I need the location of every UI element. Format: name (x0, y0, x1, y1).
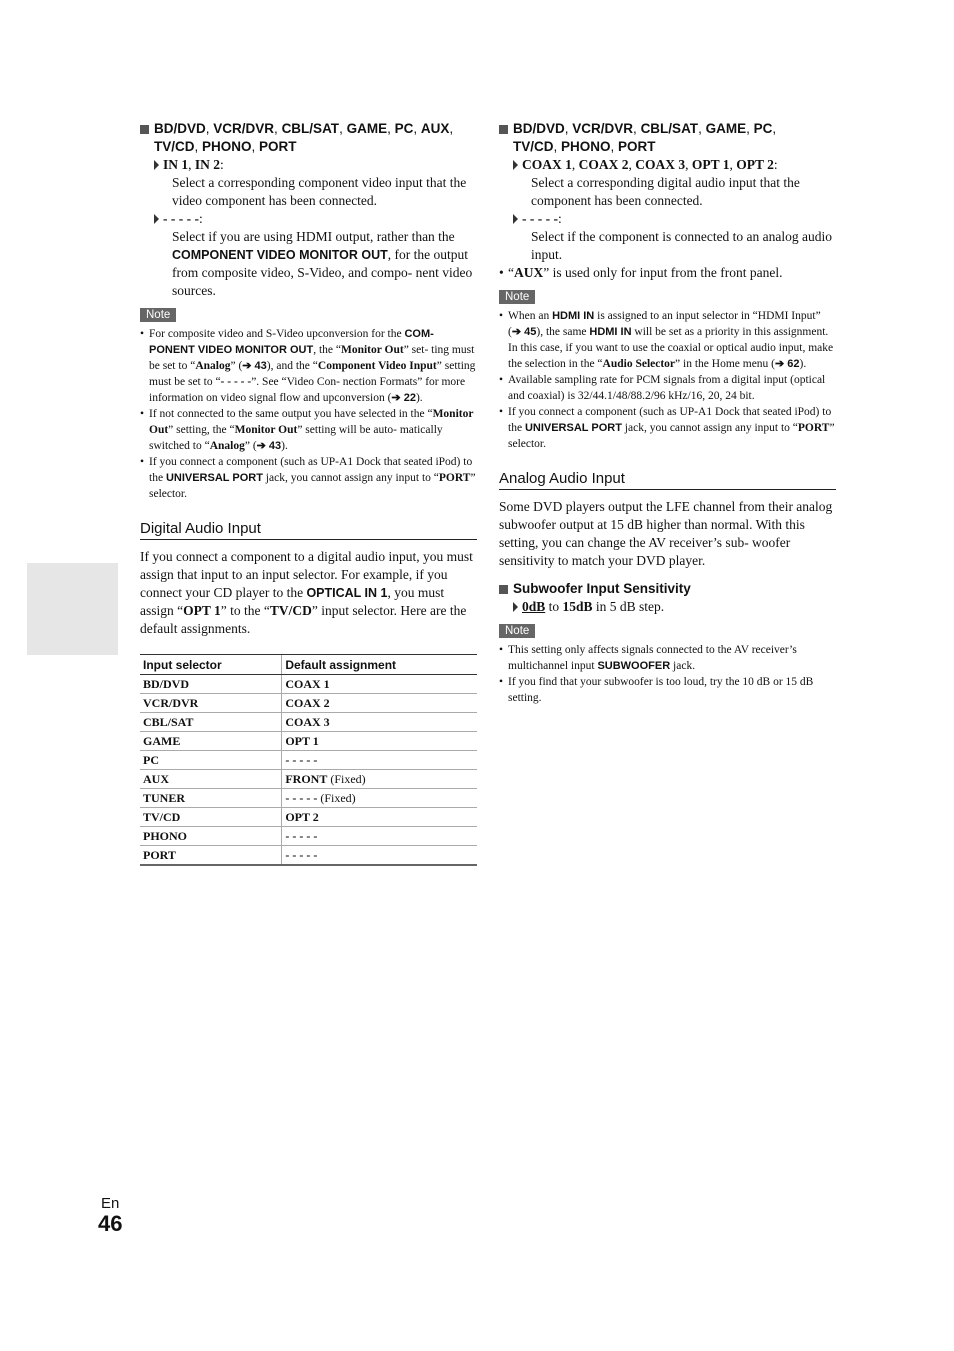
table-row (140, 713, 477, 732)
cell-selector: GAME (140, 732, 282, 751)
column-header: Default assignment (282, 655, 477, 675)
option-coax-opt-description: Select a corresponding digital audio input that the component has been connected. (531, 175, 800, 208)
input-selector-heading: BD/DVD, VCR/DVR, CBL/SAT, GAME, PC, TV/CD, PHONO, PORT (499, 120, 836, 156)
cell-default: COAX 1 (282, 675, 477, 694)
page-number: 46 (98, 1211, 123, 1236)
cell-default: - - - - - (282, 751, 477, 770)
chapter-tab-marker (27, 563, 118, 655)
option-coax-opt: COAX 1, COAX 2, COAX 3, OPT 1, OPT 2: (513, 156, 836, 174)
cell-selector: VCR/DVR (140, 694, 282, 713)
digital-audio-paragraph: If you connect a component to a digital audio input, you must assign that input to an input selector. For example, if you connect your CD player to the OPTICAL IN 1, you must assign “OPT 1” to the “TV/CD” input selector. Here are the default assignments. (140, 549, 473, 636)
cell-default: OPT 1 (282, 732, 477, 751)
option-none: - - - - -: (154, 210, 477, 228)
cell-selector: CBL/SAT (140, 713, 282, 732)
cell-default: COAX 3 (282, 713, 477, 732)
cell-default: OPT 2 (282, 808, 477, 827)
note-item: • If you connect a component (such as UP-A1 Dock that seated iPod) to the UNIVERSAL PORT jack, you cannot assign any input to “PORT” selector. (499, 404, 836, 452)
cell-selector: PC (140, 751, 282, 770)
note-item: • This setting only affects signals connected to the AV receiver’s multichannel input SUBWOOFER jack. (499, 642, 836, 674)
right-column (499, 120, 836, 706)
note-label: Note (499, 290, 535, 304)
note-item: • Available sampling rate for PCM signals from a digital input (optical and coaxial) is 32/44.1/48/88.2/96 kHz/16, 20, 24 bit. (499, 372, 836, 404)
table-row (140, 789, 477, 808)
note-list (499, 642, 836, 706)
table-header-row (140, 655, 477, 675)
note-item: • If not connected to the same output you have selected in the “Monitor Out” setting, the “Monitor Out” setting will be auto- matically switched to “Analog” (➔ 43). (140, 406, 477, 454)
section-title-digital-audio-input: Digital Audio Input (140, 520, 477, 540)
note-item: • For composite video and S-Video upconversion for the COM- PONENT VIDEO MONITOR OUT, the “Monitor Out” set- ting must be set to “Analog” (➔ 43), and the “Component Video Input” setting must be set to “- - - - -”. See “Video Con- nection Formats” for more information on video signal flow and upconversion (➔ 22). (140, 326, 477, 406)
page-ref: ➔ 22 (391, 392, 416, 404)
analog-audio-paragraph: Some DVD players output the LFE channel from their analog subwoofer output at 15 dB higher than normal. With this setting, you can change the AV receiver’s sub- woofer sensitivity to match your DVD player. (499, 499, 833, 568)
cell-default: FRONT (Fixed) (282, 770, 477, 789)
cell-selector: AUX (140, 770, 282, 789)
page-ref: ➔ 43 (256, 440, 282, 452)
cell-selector: BD/DVD (140, 675, 282, 694)
cell-selector: TV/CD (140, 808, 282, 827)
table-row (140, 770, 477, 789)
page-language: En (101, 1195, 120, 1212)
subwoofer-sensitivity-option: 0dB to 15dB in 5 dB step. (513, 598, 836, 616)
note-item: • If you find that your subwoofer is too loud, try the 10 dB or 15 dB setting. (499, 674, 836, 706)
table-row (140, 675, 477, 694)
page-ref: ➔ 62 (775, 358, 800, 370)
cell-selector: PHONO (140, 827, 282, 846)
option-in1-in2: IN 1, IN 2: (154, 156, 477, 174)
cell-default: - - - - - (Fixed) (282, 789, 477, 808)
aux-bullet: • “AUX” is used only for input from the front panel. (499, 264, 836, 282)
note-label: Note (140, 308, 176, 322)
note-list (140, 326, 477, 502)
page-ref: ➔ 43 (242, 360, 267, 372)
column-header: Input selector (140, 655, 282, 675)
note-label: Note (499, 624, 535, 638)
table-row (140, 751, 477, 770)
subwoofer-sensitivity-heading: Subwoofer Input Sensitivity (499, 580, 836, 598)
default-assignment-table (140, 654, 477, 866)
table-row (140, 846, 477, 866)
cell-selector: PORT (140, 846, 282, 866)
note-item: • When an HDMI IN is assigned to an input selector in “HDMI Input” (➔ 45), the same HDMI IN will be set as a priority in this assignment. In this case, if you want to use the coaxial or optical audio input, make the selection in the “Audio Selector” in the Home menu (➔ 62). (499, 308, 836, 372)
table-row (140, 827, 477, 846)
option-in1-in2-description: Select a corresponding component video input that the video component has been connected. (172, 175, 467, 208)
option-none: - - - - -: (513, 210, 836, 228)
table-row (140, 694, 477, 713)
cell-default: COAX 2 (282, 694, 477, 713)
option-none-description: Select if you are using HDMI output, rather than the COMPONENT VIDEO MONITOR OUT, for the output from composite video, S-Video, and compo- nent video sources. (172, 229, 473, 298)
note-item: • If you connect a component (such as UP-A1 Dock that seated iPod) to the UNIVERSAL PORT jack, you cannot assign any input to “PORT” selector. (140, 454, 477, 502)
table-row (140, 808, 477, 827)
cell-selector: TUNER (140, 789, 282, 808)
section-title-analog-audio-input: Analog Audio Input (499, 470, 836, 490)
left-column (140, 120, 477, 866)
cell-default: - - - - - (282, 846, 477, 866)
option-none-description: Select if the component is connected to an analog audio input. (531, 229, 833, 262)
page-ref: ➔ 45 (511, 326, 537, 338)
input-selector-heading: BD/DVD, VCR/DVR, CBL/SAT, GAME, PC, AUX, TV/CD, PHONO, PORT (140, 120, 477, 156)
table-row (140, 732, 477, 751)
note-list (499, 308, 836, 452)
cell-default: - - - - - (282, 827, 477, 846)
